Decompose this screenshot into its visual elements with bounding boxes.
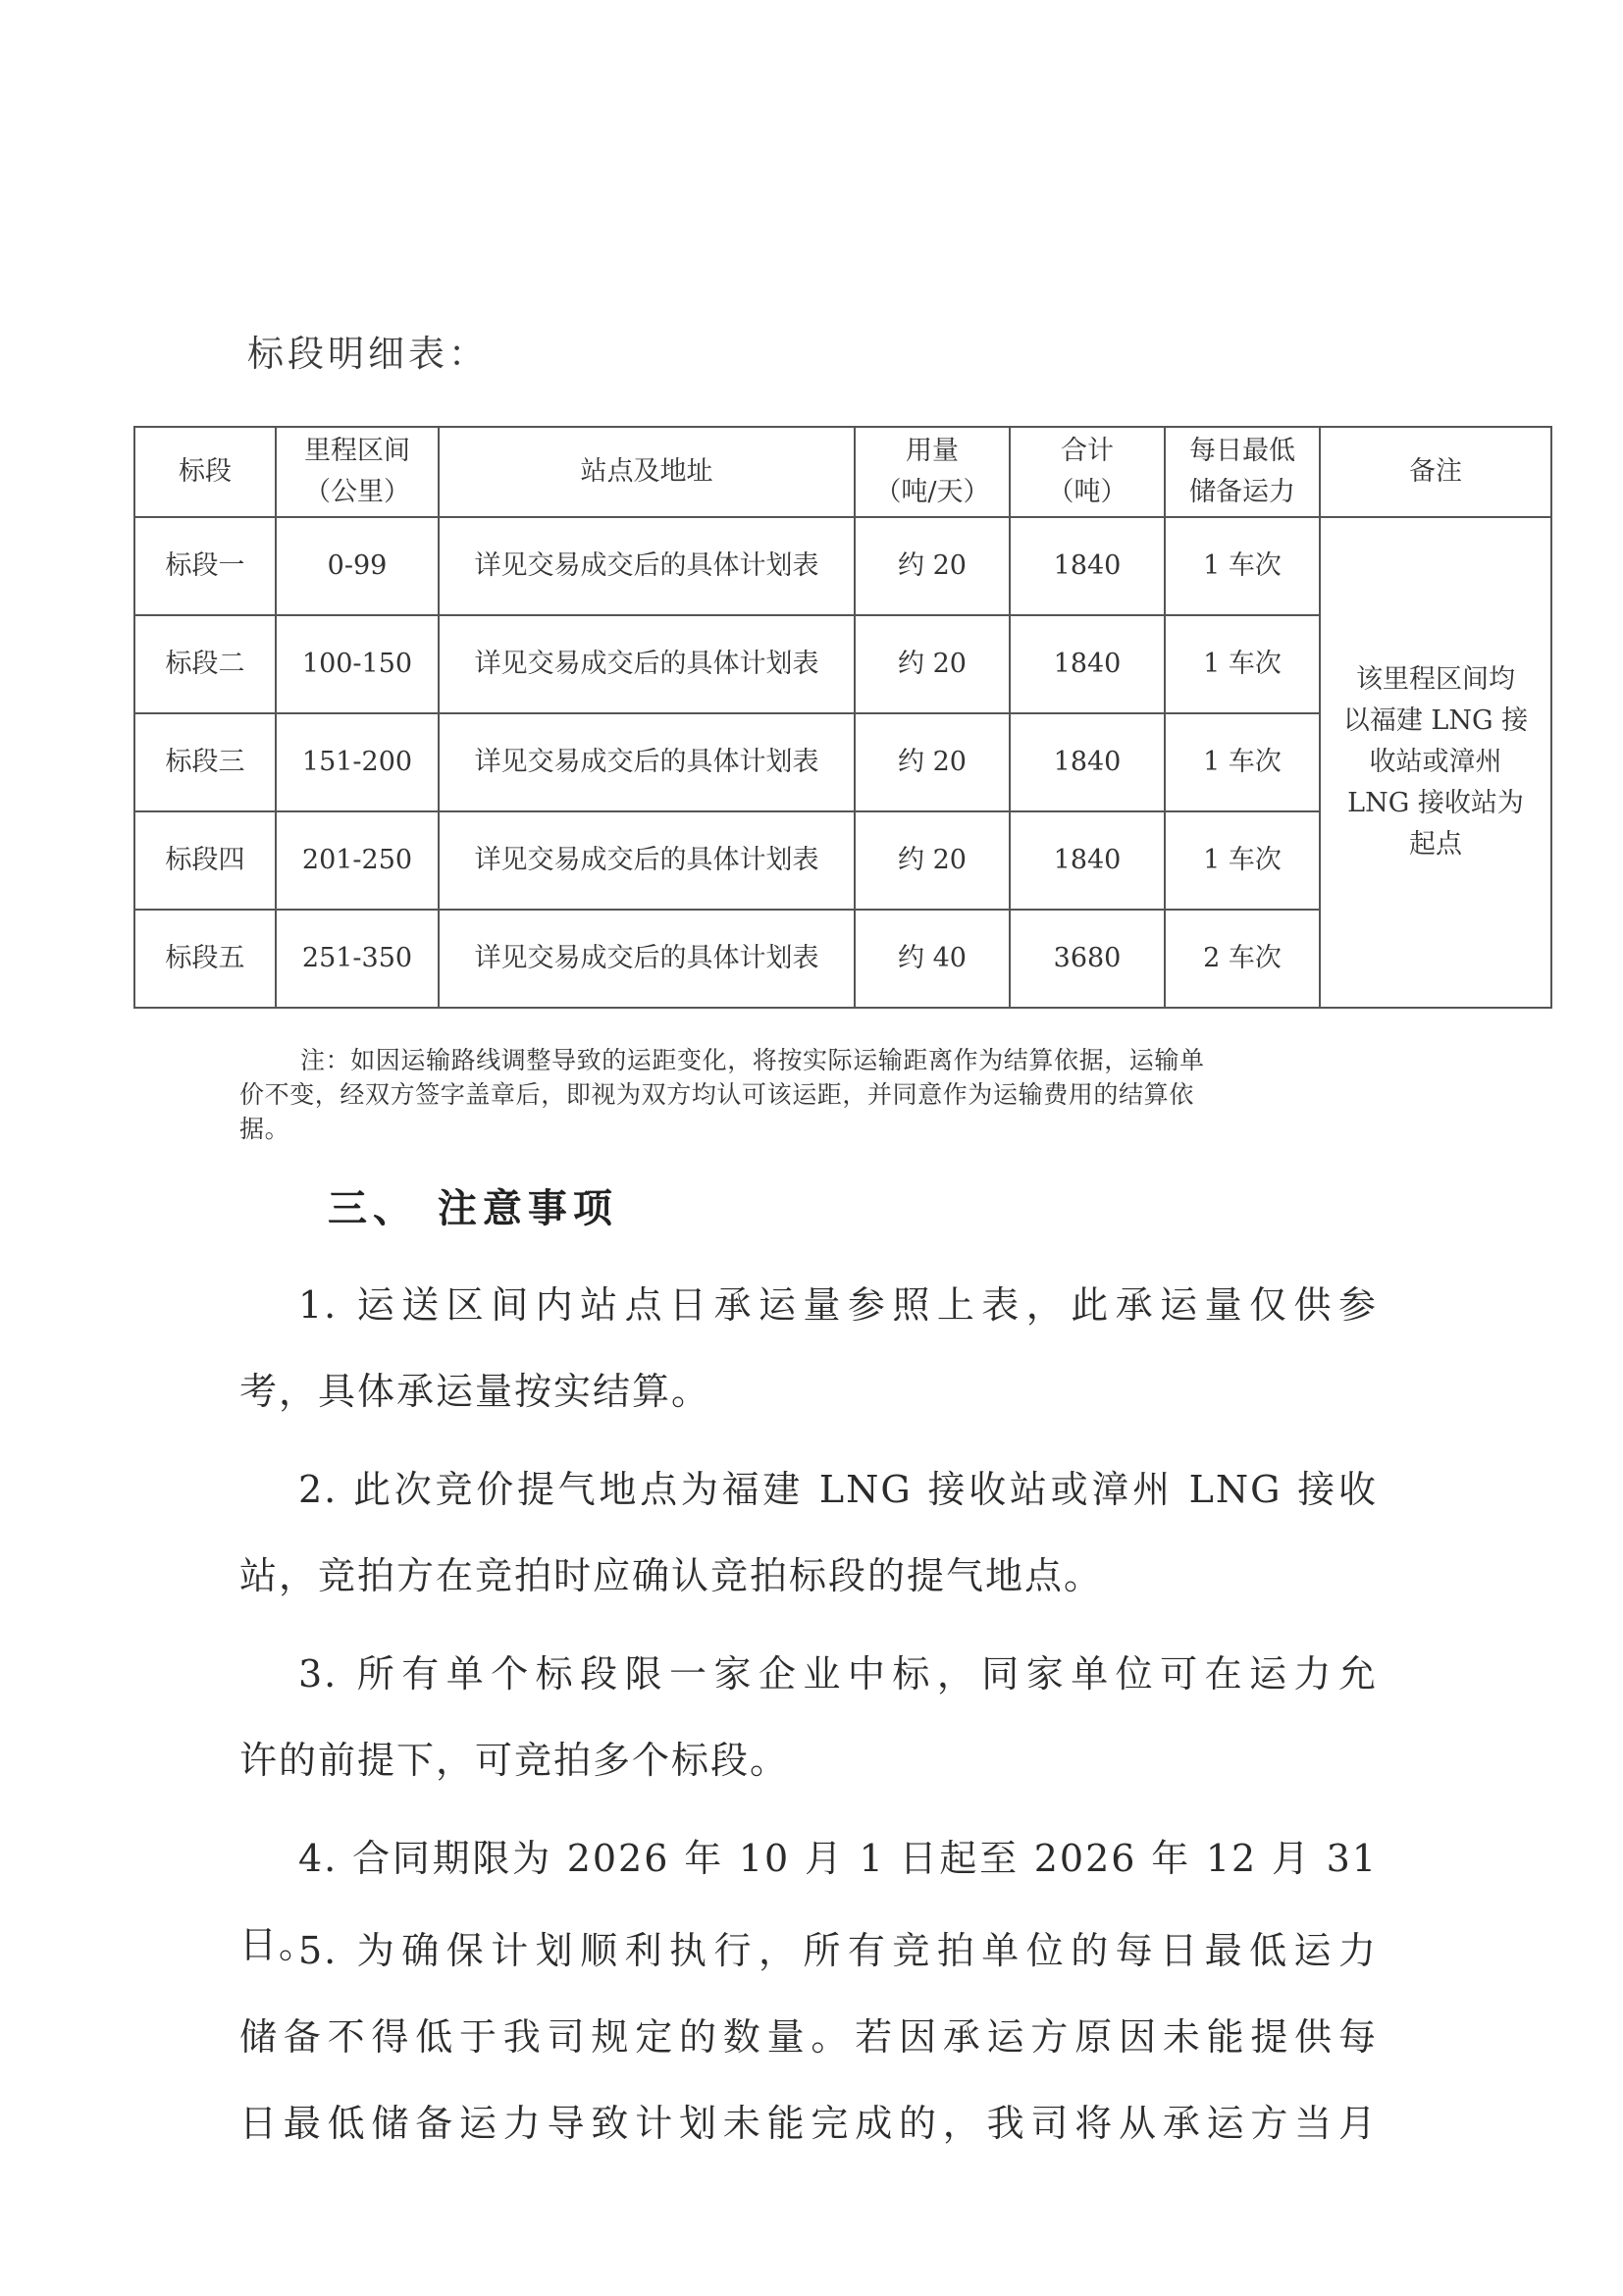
cell-mileage: 0-99	[276, 517, 439, 615]
header-remark: 备注	[1320, 427, 1551, 517]
cell-station: 详见交易成交后的具体计划表	[439, 517, 855, 615]
cell-total: 3680	[1010, 910, 1165, 1008]
cell-min-capacity: 2 车次	[1165, 910, 1320, 1008]
cell-station: 详见交易成交后的具体计划表	[439, 910, 855, 1008]
header-usage: 用量 （吨/天）	[855, 427, 1010, 517]
header-segment: 标段	[134, 427, 276, 517]
cell-station: 详见交易成交后的具体计划表	[439, 713, 855, 811]
cell-segment: 标段五	[134, 910, 276, 1008]
cell-min-capacity: 1 车次	[1165, 615, 1320, 713]
cell-usage: 约 40	[855, 910, 1010, 1008]
cell-segment: 标段三	[134, 713, 276, 811]
table-header-row	[134, 427, 1551, 517]
table-footnote	[239, 1043, 1380, 1146]
cell-segment: 标段二	[134, 615, 276, 713]
cell-mileage: 201-250	[276, 811, 439, 910]
cell-segment: 标段一	[134, 517, 276, 615]
cell-mileage: 251-350	[276, 910, 439, 1008]
cell-usage: 约 20	[855, 517, 1010, 615]
cell-min-capacity: 1 车次	[1165, 517, 1320, 615]
cell-mileage: 151-200	[276, 713, 439, 811]
notice-paragraph-2: 2. 此次竞价提气地点为福建 LNG 接收站或漳州 LNG 接收 站，竞拍方在竞拍时应确认竞拍标段的提气地点。	[239, 1468, 1378, 1597]
cell-segment: 标段四	[134, 811, 276, 910]
cell-total: 1840	[1010, 713, 1165, 811]
header-min-capacity: 每日最低 储备运力	[1165, 427, 1320, 517]
cell-min-capacity: 1 车次	[1165, 811, 1320, 910]
cell-usage: 约 20	[855, 713, 1010, 811]
table-heading: 标段明细表：	[247, 333, 489, 375]
footnote-line: 价不变，经双方签字盖章后，即视为双方均认可该运距，并同意作为运输费用的结算依	[239, 1080, 1194, 1109]
cell-total: 1840	[1010, 517, 1165, 615]
header-station: 站点及地址	[439, 427, 855, 517]
segment-detail-table	[133, 426, 1552, 1009]
notice-paragraph-4: 4. 合同期限为 2026 年 10 月 1 日起至 2026 年 12 月 31 日。	[239, 1837, 1378, 1966]
cell-station: 详见交易成交后的具体计划表	[439, 615, 855, 713]
cell-min-capacity: 1 车次	[1165, 713, 1320, 811]
notice-paragraph-5: 5. 为确保计划顺利执行，所有竞拍单位的每日最低运力 储备不得低于我司规定的数量。若因承运方原因未能提供每 日最低储备运力导致计划未能完成的，我司将从承运方当月	[239, 1929, 1378, 2145]
cell-usage: 约 20	[855, 615, 1010, 713]
header-total: 合计 （吨）	[1010, 427, 1165, 517]
footnote-line: 据。	[239, 1115, 290, 1143]
footnote-line: 注：如因运输路线调整导致的运距变化，将按实际运输距离作为结算依据，运输单	[300, 1046, 1205, 1074]
cell-total: 1840	[1010, 811, 1165, 910]
cell-total: 1840	[1010, 615, 1165, 713]
cell-station: 详见交易成交后的具体计划表	[439, 811, 855, 910]
table-row	[134, 517, 1551, 615]
notice-paragraph-1: 1. 运送区间内站点日承运量参照上表，此承运量仅供参 考，具体承运量按实结算。	[239, 1283, 1378, 1413]
cell-usage: 约 20	[855, 811, 1010, 910]
notice-paragraph-3: 3. 所有单个标段限一家企业中标，同家单位可在运力允 许的前提下，可竞拍多个标段。	[239, 1652, 1378, 1782]
cell-remark: 该里程区间均 以福建 LNG 接 收站或漳州 LNG 接收站为 起点	[1320, 517, 1551, 1008]
section-title: 三、 注意事项	[328, 1185, 618, 1231]
header-mileage: 里程区间 （公里）	[276, 427, 439, 517]
cell-mileage: 100-150	[276, 615, 439, 713]
